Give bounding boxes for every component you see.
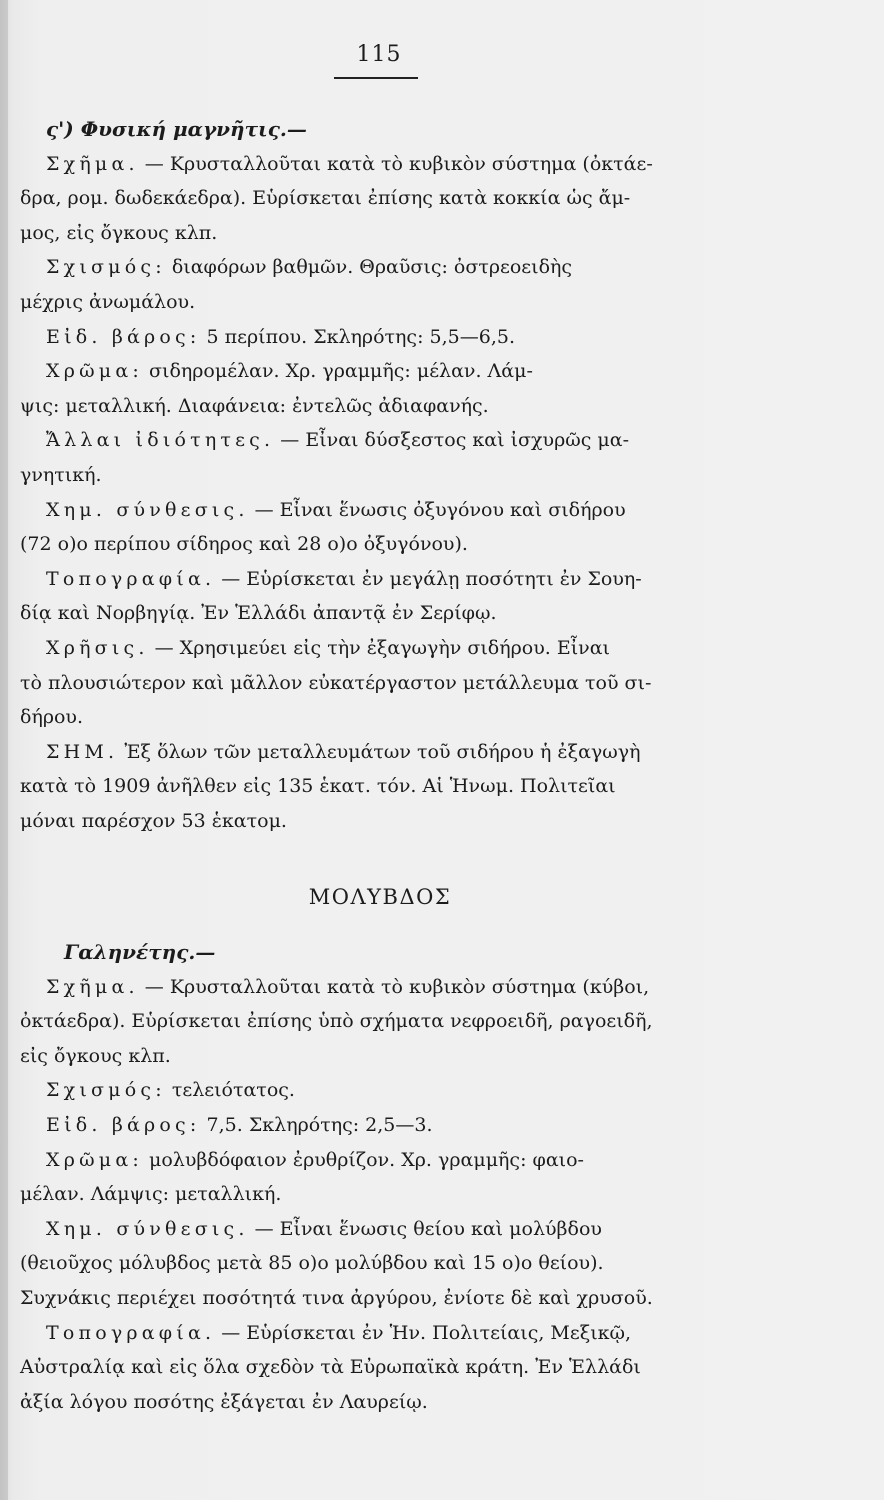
line-text: — Εἶναι δύσξεστος καὶ ἰσχυρῶς μα- xyxy=(274,429,630,452)
magnetite-line xyxy=(20,562,740,597)
magnetite-line xyxy=(20,458,740,493)
line-text: ὀκτάεδρα). Εὑρίσκεται ἐπίσης ὑπὸ σχήματα νεφροειδῆ, ραγοειδῆ, xyxy=(20,1010,653,1033)
page-number-rule xyxy=(334,77,418,79)
field-term: Χρῆσις. xyxy=(46,636,149,659)
magnetite-line xyxy=(20,493,740,528)
galena-line xyxy=(20,1177,740,1212)
line-text: δίᾳ καὶ Νορβηγίᾳ. Ἐν Ἑλλάδι ἀπαντᾷ ἐν Σερίφῳ. xyxy=(20,602,497,625)
galena-line xyxy=(20,1108,740,1143)
line-text: μος, εἰς ὄγκους κλπ. xyxy=(20,221,218,244)
field-term: ΣΗΜ. xyxy=(46,740,119,763)
page-body xyxy=(20,112,740,1419)
field-term: Χρῶμα: xyxy=(46,360,143,383)
section-title: ΜΟΛΥΒΔΟΣ xyxy=(308,885,452,910)
magnetite-line xyxy=(20,216,740,251)
galena-line xyxy=(20,1143,740,1178)
line-text: εἰς ὄγκους κλπ. xyxy=(20,1044,171,1067)
field-term: Εἰδ. βάρος: xyxy=(46,325,201,348)
field-term: Σχῆμα. xyxy=(46,152,139,175)
magnetite-line xyxy=(20,631,740,666)
galena-section xyxy=(20,970,740,1420)
line-text: Ἐξ ὅλων τῶν μεταλλευμάτων τοῦ σιδήρου ἡ ἐξαγωγὴ xyxy=(118,740,641,763)
field-term: Χρῶμα: xyxy=(46,1148,143,1171)
field-term: Εἰδ. βάρος: xyxy=(46,1114,201,1137)
magnetite-line xyxy=(20,769,740,804)
field-term: Χημ. σύνθεσις. xyxy=(46,498,249,521)
line-text: — Εὑρίσκεται ἐν Ἡν. Πολιτείαις, Μεξικῷ, xyxy=(215,1321,632,1344)
page-spine-shadow xyxy=(0,0,8,1500)
line-text: Αὐστραλίᾳ καὶ εἰς ὅλα σχεδὸν τὰ Εὐρωπαϊκὰ κράτη. Ἐν Ἑλλάδι xyxy=(20,1356,641,1379)
field-term: Σχισμός: xyxy=(46,1079,166,1102)
field-term: Σχισμός: xyxy=(46,256,166,279)
galena-line xyxy=(20,1073,740,1108)
line-text: — Κρυσταλλοῦται κατὰ τὸ κυβικὸν σύστημα (κύβοι, xyxy=(138,975,650,998)
galena-line xyxy=(20,1385,740,1420)
magnetite-line xyxy=(20,804,740,839)
galena-line xyxy=(20,1316,740,1351)
galena-line xyxy=(20,1246,740,1281)
line-text: σιδηρομέλαν. Χρ. γραμμῆς: μέλαν. Λάμ- xyxy=(142,360,533,383)
line-text: 5 περίπου. Σκληρότης: 5,5—6,5. xyxy=(200,325,515,348)
line-text: τὸ πλουσιώτερον καὶ μᾶλλον εὐκατέργαστον μετάλλευμα τοῦ σι- xyxy=(20,671,652,694)
line-text: (θειοῦχος μόλυβδος μετὰ 85 ο)ο μολύβδου καὶ 15 ο)ο θείου). xyxy=(20,1252,604,1275)
magnetite-line xyxy=(20,147,740,182)
line-text: μολυβδόφαιον ἐρυθρίζον. Χρ. γραμμῆς: φαιο- xyxy=(142,1148,584,1171)
magnetite-line xyxy=(20,666,740,701)
field-term: Χημ. σύνθεσις. xyxy=(46,1217,249,1240)
line-text: κατὰ τὸ 1909 ἀνῆλθεν εἰς 135 ἑκατ. τόν. Αἱ Ἡνωμ. Πολιτεῖαι xyxy=(20,775,616,798)
line-text: — Εἶναι ἕνωσις θείου καὶ μολύβδου xyxy=(248,1217,602,1240)
line-text: — Εἶναι ἕνωσις ὀξυγόνου καὶ σιδήρου xyxy=(248,498,626,521)
field-term: Σχῆμα. xyxy=(46,975,139,998)
section-spacer xyxy=(20,915,740,935)
magnetite-line xyxy=(20,285,740,320)
galena-line xyxy=(20,1004,740,1039)
magnetite-line xyxy=(20,700,740,735)
line-text: ψις: μεταλλική. Διαφάνεια: ἐντελῶς ἀδιαφανής. xyxy=(20,394,489,417)
line-text: 7,5. Σκληρότης: 2,5—3. xyxy=(200,1114,433,1137)
line-text: — Χρησιμεύει εἰς τὴν ἐξαγωγὴν σιδήρου. Εἶναι xyxy=(148,636,611,659)
line-text: Συχνάκις περιέχει ποσότητά τινα ἀργύρου, ἐνίοτε δὲ καὶ χρυσοῦ. xyxy=(20,1287,653,1309)
line-text: γνητική. xyxy=(20,463,102,486)
field-term: Τοπογραφία. xyxy=(46,567,216,590)
magnetite-line xyxy=(20,596,740,631)
galena-line xyxy=(20,970,740,1005)
section-spacer xyxy=(20,838,740,880)
line-text: — Εὑρίσκεται ἐν μεγάλῃ ποσότητι ἐν Σουη- xyxy=(215,567,642,590)
magnetite-line xyxy=(20,735,740,770)
magnetite-line xyxy=(20,354,740,389)
line-text: μόναι παρέσχον 53 ἑκατομ. xyxy=(20,809,287,832)
magnetite-line xyxy=(20,389,740,424)
page-number: 115 xyxy=(356,42,402,67)
field-term: Τοπογραφία. xyxy=(46,1321,216,1344)
galena-line xyxy=(20,1039,740,1074)
line-text: μέχρις ἀνωμάλου. xyxy=(20,290,196,313)
magnetite-line xyxy=(20,250,740,285)
magnetite-heading: ς') Φυσική μαγνῆτις.— xyxy=(46,117,307,141)
line-text: δρα, ρομ. δωδεκάεδρα). Εὑρίσκεται ἐπίσης κατὰ κοκκία ὡς ἄμ- xyxy=(20,187,631,210)
galena-line xyxy=(20,1281,740,1316)
line-text: διαφόρων βαθμῶν. Θραῦσις: ὀστρεοειδὴς xyxy=(165,256,573,279)
field-term: Ἄλλαι ἰδιότητες. xyxy=(46,429,275,452)
line-text: — Κρυσταλλοῦται κατὰ τὸ κυβικὸν σύστημα (ὀκτάε- xyxy=(138,152,653,175)
galena-line xyxy=(20,1350,740,1385)
line-text: ἀξία λόγου ποσότης ἐξάγεται ἐν Λαυρείῳ. xyxy=(20,1390,428,1413)
line-text: (72 ο)ο περίπου σίδηρος καὶ 28 ο)ο ὀξυγόνου). xyxy=(20,533,468,556)
magnetite-line xyxy=(20,320,740,355)
line-text: δήρου. xyxy=(20,706,84,729)
magnetite-line xyxy=(20,527,740,562)
line-text: τελειότατος. xyxy=(165,1079,295,1102)
galena-line xyxy=(20,1212,740,1247)
magnetite-line xyxy=(20,181,740,216)
line-text: μέλαν. Λάμψις: μεταλλική. xyxy=(20,1183,282,1206)
galena-heading: Γαληνέτης.— xyxy=(64,940,216,965)
magnetite-line xyxy=(20,423,740,458)
magnetite-section xyxy=(20,147,740,839)
